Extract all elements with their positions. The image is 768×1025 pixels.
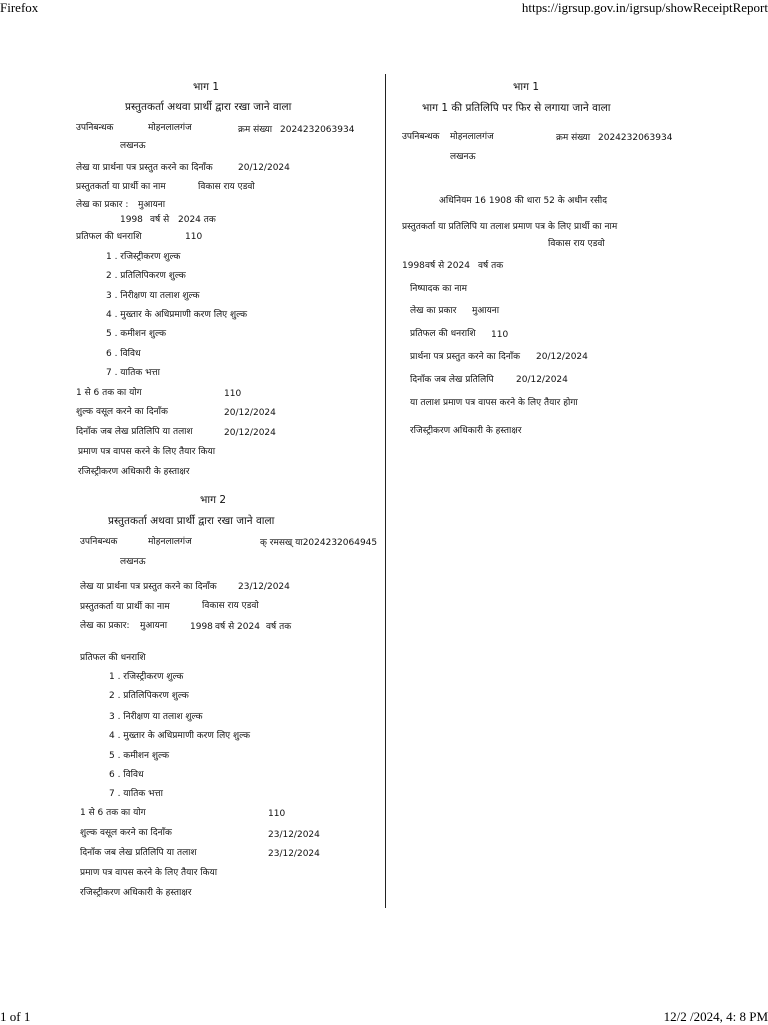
fee-item: 2 . प्रतिलिपिकरण शुल्क bbox=[106, 271, 186, 281]
fee-item: 3 . निरीक्षण या तलाश शुल्क bbox=[106, 291, 200, 301]
fee-date-value: 20/12/2024 bbox=[224, 408, 276, 418]
copy-date-value: 20/12/2024 bbox=[516, 375, 568, 385]
doc-type-value: मुआयना bbox=[140, 621, 168, 631]
print-timestamp: 12/2 /2024, 4: 8 PM bbox=[663, 1009, 768, 1024]
signature-text: रजिस्ट्रीकरण अधिकारी के हस्ताक्षर bbox=[80, 888, 192, 898]
district: लखनऊ bbox=[120, 557, 146, 567]
section-heading: भाग 1 bbox=[193, 81, 220, 93]
total-value: 110 bbox=[268, 809, 286, 819]
ready-text: प्रमाण पत्र वापस करने के लिए तैयार किया bbox=[80, 868, 218, 878]
office-name: मोहनलालगंज bbox=[450, 132, 494, 142]
office-name: मोहनलालगंज bbox=[148, 123, 192, 133]
year-to: वर्ष तक bbox=[478, 261, 504, 271]
serial-value: 2024232063934 bbox=[598, 133, 673, 143]
section-heading: भाग 1 bbox=[513, 81, 540, 93]
serial-value: क् रमसख् या2024232064945 bbox=[260, 538, 378, 548]
fee-label: प्रतिफल की धनराशि bbox=[76, 232, 142, 242]
date-presented-value: 23/12/2024 bbox=[238, 582, 290, 592]
office-name: मोहनलालगंज bbox=[148, 537, 192, 547]
fee-item: 4 . मुख्तार के अधिप्रमाणी करण लिए शुल्क bbox=[109, 731, 251, 741]
fee-date-label: शुल्क वसूल करने का दिनाँक bbox=[76, 407, 168, 417]
fee-item: 1 . रजिस्ट्रीकरण शुल्क bbox=[106, 252, 181, 262]
applicant-value: विकास राय एडवो bbox=[202, 601, 259, 611]
section-subheading: भाग 1 की प्रतिलिपि पर फिर से लगाया जाने वाला bbox=[422, 102, 611, 114]
section-subheading: प्रस्तुतकर्ता अथवा प्रार्थी द्वारा रखा जाने वाला bbox=[125, 101, 292, 113]
applicant-label: प्रस्तुतकर्ता या प्रार्थी का नाम bbox=[76, 182, 166, 192]
date-presented-label: प्रार्थना पत्र प्रस्तुत करने का दिनाँक bbox=[410, 352, 520, 362]
ready-text: प्रमाण पत्र वापस करने के लिए तैयार किया bbox=[78, 447, 216, 457]
doc-type-label: लेख का प्रकार bbox=[410, 306, 457, 316]
applicant-label: प्रस्तुतकर्ता या प्रतिलिपि या तलाश प्रमाण पत्र के लिए प्रार्थी का नाम bbox=[402, 222, 618, 232]
fee-item: 1 . रजिस्ट्रीकरण शुल्क bbox=[109, 672, 184, 682]
fee-item: 6 . विविध bbox=[109, 770, 144, 780]
date-presented-label: लेख या प्रार्थना पत्र प्रस्तुत करने का दिनाँक bbox=[80, 582, 217, 592]
page-counter: 1 of 1 bbox=[0, 1009, 31, 1024]
district: लखनऊ bbox=[450, 152, 476, 162]
executant-label: निष्पादक का नाम bbox=[410, 284, 468, 294]
fee-item: 2 . प्रतिलिपिकरण शुल्क bbox=[109, 691, 189, 701]
fee-item: 5 . कमीशन शुल्क bbox=[106, 329, 167, 339]
act-text: अधिनियम 16 1908 की धारा 52 के अधीन रसीद bbox=[439, 196, 608, 206]
fee-date-value: 23/12/2024 bbox=[268, 830, 320, 840]
total-value: 110 bbox=[224, 389, 242, 399]
serial-value: 2024232063934 bbox=[280, 125, 355, 135]
doc-type-value: मुआयना bbox=[138, 200, 166, 210]
copy-date-label: दिनाँक जब लेख प्रतिलिपि या तलाश bbox=[76, 427, 193, 437]
fee-label: प्रतिफल की धनराशि bbox=[410, 329, 476, 339]
fee-item: 3 . निरीक्षण या तलाश शुल्क bbox=[109, 712, 203, 722]
serial-label: क्रम संख्या bbox=[238, 125, 273, 135]
fee-date-label: शुल्क वसूल करने का दिनाँक bbox=[80, 828, 172, 838]
year-from: 1998 bbox=[190, 622, 213, 632]
copy-date-label: दिनाँक जब लेख प्रतिलिपि bbox=[410, 375, 494, 385]
date-presented-label: लेख या प्रार्थना पत्र प्रस्तुत करने का दिनाँक bbox=[76, 163, 213, 173]
fee-item: 7 . यातिक भत्ता bbox=[109, 789, 163, 799]
office-label: उपनिबन्धक bbox=[402, 132, 440, 142]
doc-type-value: मुआयना bbox=[472, 306, 500, 316]
year-to: वर्ष तक bbox=[266, 622, 292, 632]
office-label: उपनिबन्धक bbox=[80, 537, 118, 547]
fee-item: 7 . यातिक भत्ता bbox=[106, 368, 160, 378]
district: लखनऊ bbox=[120, 141, 146, 151]
total-label: 1 से 6 तक का योग bbox=[80, 808, 146, 818]
year-mid: वर्ष से 2024 bbox=[425, 261, 470, 271]
copy-date-label: दिनाँक जब लेख प्रतिलिपि या तलाश bbox=[80, 848, 197, 858]
date-presented-value: 20/12/2024 bbox=[536, 352, 588, 362]
applicant-value: विकास राय एडवो bbox=[198, 182, 255, 192]
date-presented-value: 20/12/2024 bbox=[238, 163, 290, 173]
fee-item: 4 . मुख्तार के अधिप्रमाणी करण लिए शुल्क bbox=[106, 310, 248, 320]
doc-type-label: लेख का प्रकार: bbox=[80, 621, 130, 631]
fee-item: 5 . कमीशन शुल्क bbox=[109, 751, 170, 761]
fee-value: 110 bbox=[185, 232, 203, 242]
serial-label: क्रम संख्या bbox=[556, 133, 591, 143]
office-label: उपनिबन्धक bbox=[76, 123, 114, 133]
signature-text: रजिस्ट्रीकरण अधिकारी के हस्ताक्षर bbox=[78, 467, 190, 477]
year-from: 1998 bbox=[120, 215, 143, 225]
year-mid: वर्ष से bbox=[150, 215, 170, 225]
copy-date-value: 20/12/2024 bbox=[224, 428, 276, 438]
fee-value: 110 bbox=[491, 330, 509, 340]
applicant-value: विकास राय एडवो bbox=[548, 239, 605, 249]
app-name: Firefox bbox=[0, 0, 39, 15]
section-heading: भाग 2 bbox=[200, 494, 227, 506]
fee-item: 6 . विविध bbox=[106, 349, 141, 359]
section-subheading: प्रस्तुतकर्ता अथवा प्रार्थी द्वारा रखा जाने वाला bbox=[108, 515, 275, 527]
total-label: 1 से 6 तक का योग bbox=[76, 388, 142, 398]
column-divider bbox=[385, 74, 386, 908]
year-from: 1998 bbox=[402, 261, 425, 271]
ready-text: या तलाश प्रमाण पत्र वापस करने के लिए तैयार होगा bbox=[410, 398, 578, 408]
signature-text: रजिस्ट्रीकरण अधिकारी के हस्ताक्षर bbox=[410, 426, 522, 436]
applicant-label: प्रस्तुतकर्ता या प्रार्थी का नाम bbox=[80, 602, 170, 612]
year-to: 2024 तक bbox=[178, 215, 216, 225]
fee-label: प्रतिफल की धनराशि bbox=[80, 653, 146, 663]
page-url[interactable]: https://igrsup.gov.in/igrsup/showReceiptReport bbox=[521, 0, 768, 15]
year-mid: वर्ष से 2024 bbox=[215, 622, 260, 632]
doc-type-label: लेख का प्रकार : bbox=[76, 200, 129, 210]
copy-date-value: 23/12/2024 bbox=[268, 849, 320, 859]
